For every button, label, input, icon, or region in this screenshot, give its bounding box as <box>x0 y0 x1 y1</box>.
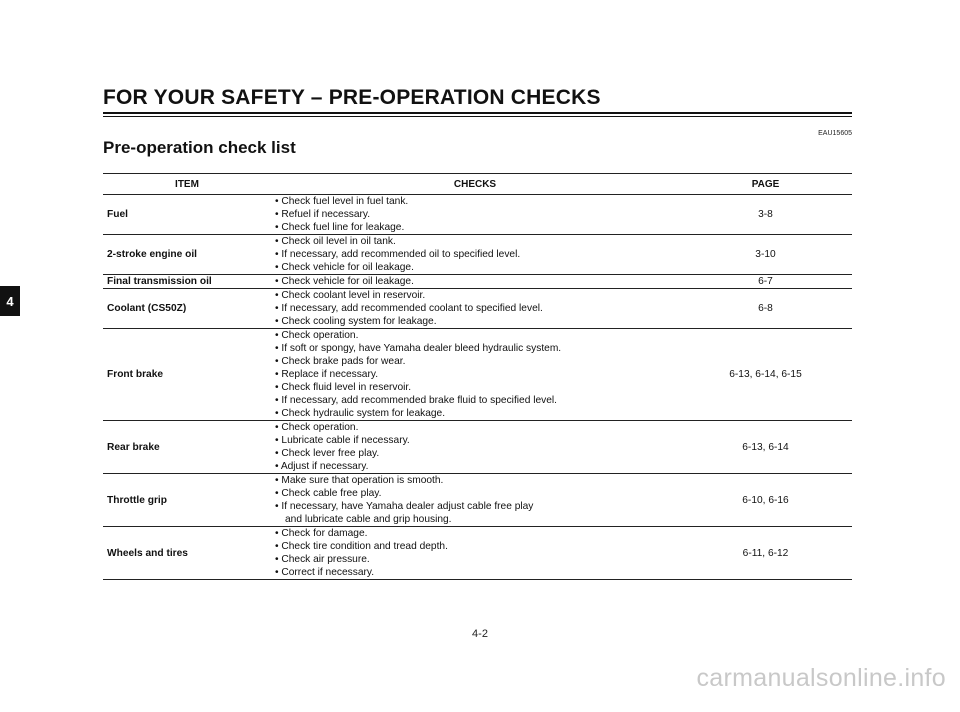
cell-item: Final transmission oil <box>103 275 271 289</box>
table-row <box>103 195 852 235</box>
cell-page: 3-8 <box>679 195 852 235</box>
cell-item: Wheels and tires <box>103 527 271 580</box>
check-line: • Check fuel level in fuel tank. <box>275 196 409 207</box>
column-header-page: PAGE <box>679 174 852 195</box>
cell-item: Coolant (CS50Z) <box>103 289 271 329</box>
page-header-title: FOR YOUR SAFETY – PRE-OPERATION CHECKS <box>103 86 601 109</box>
cell-checks <box>271 329 679 421</box>
check-line: • Check operation. <box>275 330 359 341</box>
table-row <box>103 421 852 474</box>
table-header-row <box>103 174 852 195</box>
check-line: • Check lever free play. <box>275 448 380 459</box>
column-header-checks: CHECKS <box>271 174 679 195</box>
cell-checks <box>271 235 679 275</box>
cell-page: 6-11, 6-12 <box>679 527 852 580</box>
check-line: • Check vehicle for oil leakage. <box>275 276 414 287</box>
cell-checks <box>271 275 679 289</box>
chapter-tab <box>0 286 20 316</box>
table-row <box>103 289 852 329</box>
check-line: • If necessary, add recommended brake fluid to specified level. <box>275 395 557 406</box>
cell-page: 3-10 <box>679 235 852 275</box>
cell-page: 6-13, 6-14 <box>679 421 852 474</box>
cell-item: Throttle grip <box>103 474 271 527</box>
cell-page: 6-10, 6-16 <box>679 474 852 527</box>
check-line: • Check tire condition and tread depth. <box>275 541 448 552</box>
check-line: • Check fuel line for leakage. <box>275 222 405 233</box>
cell-item: Rear brake <box>103 421 271 474</box>
check-line: • Check vehicle for oil leakage. <box>275 262 414 273</box>
check-line: • Check cooling system for leakage. <box>275 316 437 327</box>
cell-checks <box>271 474 679 527</box>
column-header-item: ITEM <box>103 174 271 195</box>
check-line: • If soft or spongy, have Yamaha dealer bleed hydraulic system. <box>275 343 562 354</box>
check-line: • Check oil level in oil tank. <box>275 236 396 247</box>
check-line: • Check fluid level in reservoir. <box>275 382 412 393</box>
check-line: • Check air pressure. <box>275 554 370 565</box>
chapter-tab-label: 4 <box>6 293 14 309</box>
check-line: • If necessary, add recommended coolant to specified level. <box>275 303 543 314</box>
check-line: • Adjust if necessary. <box>275 461 369 472</box>
check-line: • Correct if necessary. <box>275 567 375 578</box>
header-rule-thin <box>103 116 852 117</box>
check-line: • If necessary, add recommended oil to specified level. <box>275 249 521 260</box>
cell-item: Fuel <box>103 195 271 235</box>
check-line: and lubricate cable and grip housing. <box>285 514 452 525</box>
table-row <box>103 275 852 289</box>
cell-page: 6-7 <box>679 275 852 289</box>
pre-operation-check-table <box>103 173 852 580</box>
table-row <box>103 474 852 527</box>
check-line: • Check for damage. <box>275 528 368 539</box>
check-line: • Check operation. <box>275 422 359 433</box>
header-rule <box>103 112 852 114</box>
check-line: • If necessary, have Yamaha dealer adjust cable free play <box>275 501 534 512</box>
check-line: • Check cable free play. <box>275 488 382 499</box>
section-heading: Pre-operation check list <box>103 138 296 157</box>
cell-checks <box>271 421 679 474</box>
table-body <box>103 195 852 580</box>
cell-item: Front brake <box>103 329 271 421</box>
check-line: • Check coolant level in reservoir. <box>275 290 426 301</box>
table-row <box>103 235 852 275</box>
check-line: • Check hydraulic system for leakage. <box>275 408 446 419</box>
table-row <box>103 329 852 421</box>
table-row <box>103 527 852 580</box>
cell-checks <box>271 195 679 235</box>
cell-page: 6-13, 6-14, 6-15 <box>679 329 852 421</box>
check-line: • Make sure that operation is smooth. <box>275 475 444 486</box>
check-line: • Check brake pads for wear. <box>275 356 406 367</box>
cell-checks <box>271 527 679 580</box>
cell-checks <box>271 289 679 329</box>
watermark-text: carmanualsonline.info <box>696 664 946 692</box>
cell-item: 2-stroke engine oil <box>103 235 271 275</box>
cell-page: 6-8 <box>679 289 852 329</box>
check-line: • Replace if necessary. <box>275 369 379 380</box>
check-line: • Lubricate cable if necessary. <box>275 435 410 446</box>
check-line: • Refuel if necessary. <box>275 209 371 220</box>
document-code: EAU15605 <box>818 130 852 137</box>
page-number: 4-2 <box>472 628 488 640</box>
